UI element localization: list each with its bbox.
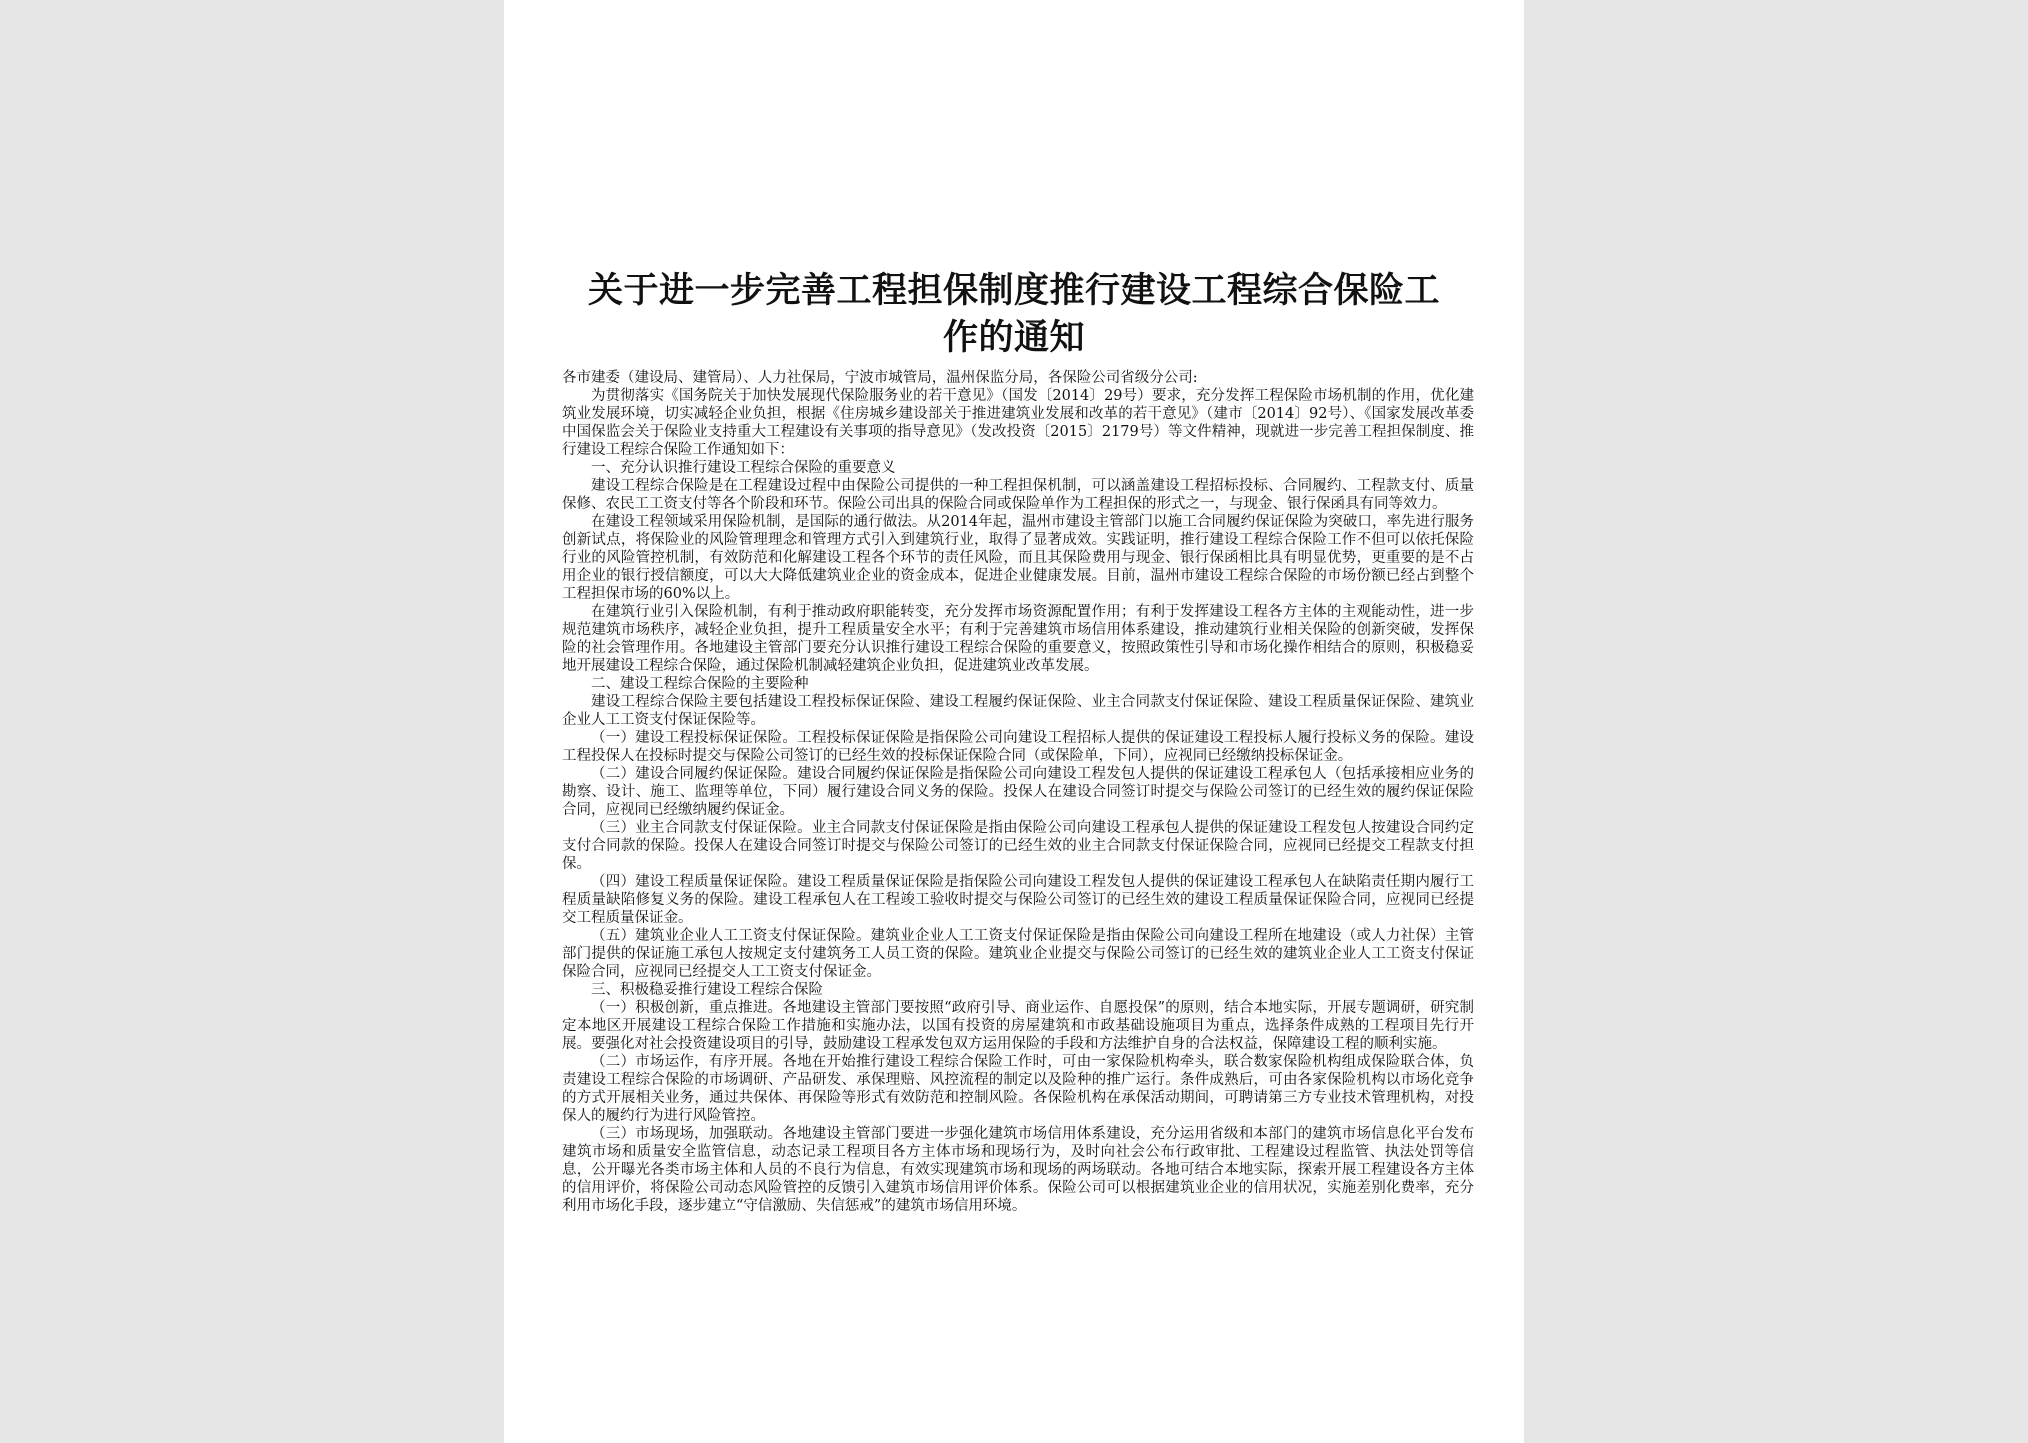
document-paragraph: 在建设工程领域采用保险机制，是国际的通行做法。从2014年起，温州市建设主管部门以施工合同履约保证保险为突破口，率先进行服务创新试点，将保险业的风险管理理念和管理方式引入到建筑行业，取得了显著成效。实践证明，推行建设工程综合保险工作不但可以依托保险行业的风险管控机制，有效防范和化解建设工程各个环节的责任风险，而且其保险费用与现金、银行保函相比具有明显优势，更重要的是不占用企业的银行授信额度，可以大大降低建筑业企业的资金成本，促进企业健康发展。目前，温州市建设工程综合保险的市场份额已经占到整个工程担保市场的60%以上。 [562,514,1474,602]
document-paragraph: 在建筑行业引入保险机制，有利于推动政府职能转变，充分发挥市场资源配置作用；有利于发挥建设工程各方主体的主观能动性，进一步规范建筑市场秩序，减轻企业负担，提升工程质量安全水平；有利于完善建筑市场信用体系建设，推动建筑行业相关保险的创新突破，发挥保险的社会管理作用。各地建设主管部门要充分认识推行建设工程综合保险的重要意义，按照政策性引导和市场化操作相结合的原则，积极稳妥地开展建设工程综合保险，通过保险机制减轻建筑企业负担，促进建筑业改革发展。 [562,604,1474,674]
document-paragraph: （二）市场运作，有序开展。各地在开始推行建设工程综合保险工作时，可由一家保险机构牵头，联合数家保险机构组成保险联合体，负责建设工程综合保险的市场调研、产品研发、承保理赔、风控流程的制定以及险种的推广运行。条件成熟后，可由各家保险机构以市场化竞争的方式开展相关业务，通过共保体、再保险等形式有效防范和控制风险。各保险机构在承保活动期间，可聘请第三方专业技术管理机构，对投保人的履约行为进行风险管控。 [562,1054,1474,1124]
document-page [504,0,1524,1443]
document-title [562,268,1466,362]
title-line-1: 关于进一步完善工程担保制度推行建设工程综合保险工 [587,271,1440,311]
document-paragraph: （五）建筑业企业人工工资支付保证保险。建筑业企业人工工资支付保证保险是指由保险公司向建设工程所在地建设（或人力社保）主管部门提供的保证施工承包人按规定支付建筑务工人员工资的保险。建筑业企业提交与保险公司签订的已经生效的建筑业企业人工工资支付保证保险合同，应视同已经提交人工工资支付保证金。 [562,928,1474,980]
document-paragraph: 一、充分认识推行建设工程综合保险的重要意义 [591,460,896,476]
document-paragraph: （二）建设合同履约保证保险。建设合同履约保证保险是指保险公司向建设工程发包人提供的保证建设工程承包人（包括承接相应业务的勘察、设计、施工、监理等单位，下同）履行建设合同义务的保险。投保人在建设合同签订时提交与保险公司签订的已经生效的履约保证保险合同，应视同已经缴纳履约保证金。 [562,766,1474,818]
document-body [562,369,1474,1215]
document-paragraph: （三）市场现场，加强联动。各地建设主管部门要进一步强化建筑市场信用体系建设，充分运用省级和本部门的建筑市场信息化平台发布建筑市场和质量安全监管信息，动态记录工程项目各方主体市场和现场行为，及时向社会公布行政审批、工程建设过程监管、执法处罚等信息，公开曝光各类市场主体和人员的不良行为信息，有效实现建筑市场和现场的两场联动。各地可结合本地实际，探索开展工程建设各方主体的信用评价，将保险公司动态风险管控的反馈引入建筑市场信用评价体系。保险公司可以根据建筑业企业的信用状况，实施差别化费率，充分利用市场化手段，逐步建立“守信激励、失信惩戒”的建筑市场信用环境。 [562,1126,1474,1214]
document-paragraph: 各市建委（建设局、建管局）、人力社保局，宁波市城管局，温州保监分局，各保险公司省级分公司: [562,370,1198,386]
document-paragraph: （四）建设工程质量保证保险。建设工程质量保证保险是指保险公司向建设工程发包人提供的保证建设工程承包人在缺陷责任期内履行工程质量缺陷修复义务的保险。建设工程承包人在工程竣工验收时提交与保险公司签订的已经生效的建设工程质量保证保险合同，应视同已经提交工程质量保证金。 [562,874,1474,926]
document-paragraph: （三）业主合同款支付保证保险。业主合同款支付保证保险是指由保险公司向建设工程承包人提供的保证建设工程发包人按建设合同约定支付合同款的保险。投保人在建设合同签订时提交与保险公司签订的已经生效的业主合同款支付保证保险合同，应视同已经提交工程款支付担保。 [562,820,1474,872]
document-paragraph: 二、建设工程综合保险的主要险种 [591,676,809,692]
document-paragraph: 为贯彻落实《国务院关于加快发展现代保险服务业的若干意见》（国发〔2014〕29号）要求，充分发挥工程保险市场机制的作用，优化建筑业发展环境，切实减轻企业负担，根据《住房城乡建设部关于推进建筑业发展和改革的若干意见》（建市〔2014〕92号）、《国家发展改革委中国保监会关于保险业支持重大工程建设有关事项的指导意见》（发改投资〔2015〕2179号）等文件精神，现就进一步完善工程担保制度、推行建设工程综合保险工作通知如下： [562,388,1474,458]
document-paragraph: 三、积极稳妥推行建设工程综合保险 [591,982,823,998]
document-paragraph: （一）建设工程投标保证保险。工程投标保证保险是指保险公司向建设工程招标人提供的保证建设工程投标人履行投标义务的保险。建设工程投保人在投标时提交与保险公司签订的已经生效的投标保证保险合同（或保险单，下同），应视同已经缴纳投标保证金。 [562,730,1474,764]
document-paragraph: （一）积极创新，重点推进。各地建设主管部门要按照“政府引导、商业运作、自愿投保”的原则，结合本地实际，开展专题调研，研究制定本地区开展建设工程综合保险工作措施和实施办法，以国有投资的房屋建筑和市政基础设施项目为重点，选择条件成熟的工程项目先行开展。要强化对社会投资建设项目的引导，鼓励建设工程承发包双方运用保险的手段和方法维护自身的合法权益，保障建设工程的顺利实施。 [562,1000,1474,1052]
document-paragraph: 建设工程综合保险是在工程建设过程中由保险公司提供的一种工程担保机制，可以涵盖建设工程招标投标、合同履约、工程款支付、质量保修、农民工工资支付等各个阶段和环节。保险公司出具的保险合同或保险单作为工程担保的形式之一，与现金、银行保函具有同等效力。 [562,478,1474,512]
title-line-2: 作的通知 [942,318,1085,358]
document-paragraph: 建设工程综合保险主要包括建设工程投标保证保险、建设工程履约保证保险、业主合同款支付保证保险、建设工程质量保证保险、建筑业企业人工工资支付保证保险等。 [562,694,1474,728]
